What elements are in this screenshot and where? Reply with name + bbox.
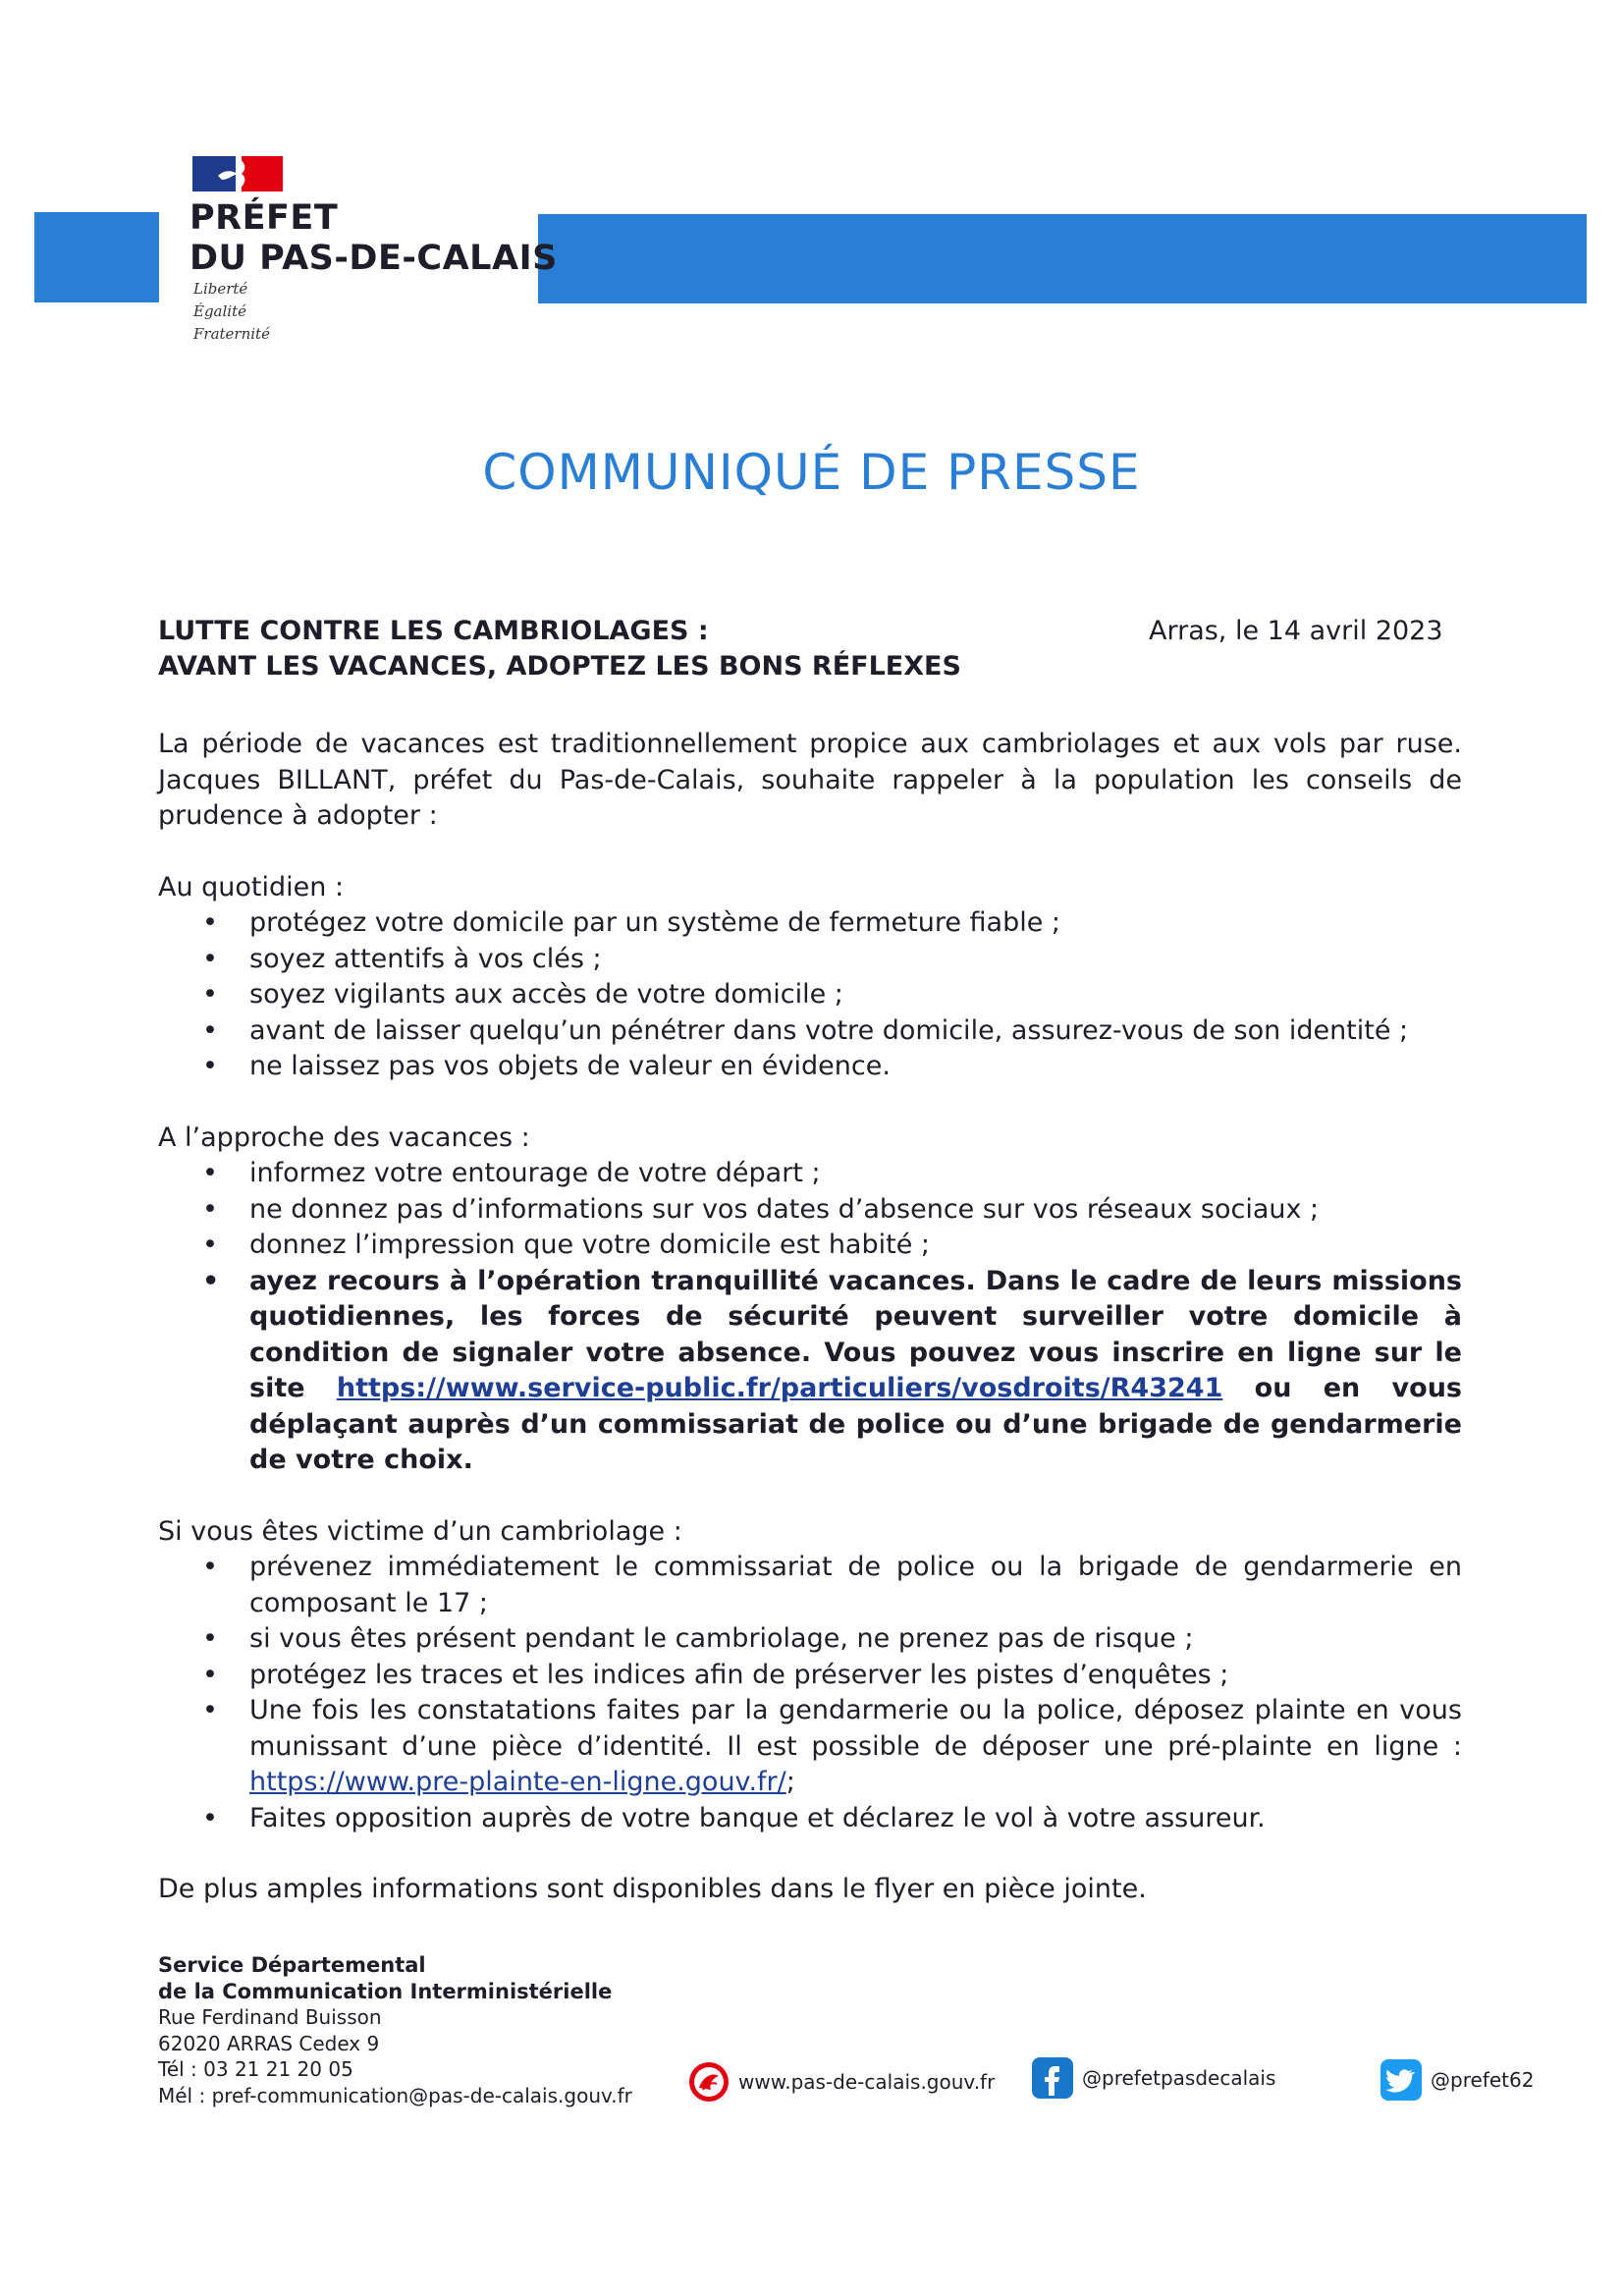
header-band-right [538,214,1587,303]
list-item: • ne donnez pas d’informations sur vos dates d’absence sur vos réseaux sociaux ; [249,1192,1462,1229]
subject-line-1: LUTTE CONTRE LES CAMBRIOLAGES : [158,616,709,646]
complaint-text-end: ; [785,1767,795,1797]
page-title: COMMUNIQUÉ DE PRESSE [482,444,1141,501]
complaint-text: Une fois les constatations faites par la gendarmerie ou la police, déposez plainte en vous munissant d’une pièce d’identité. Il est possible de déposer une pré-plainte en ligne : [249,1695,1462,1762]
body-content [158,727,1462,1908]
victim-list [158,1550,1462,1836]
prefecture-line-1: PRÉFET [189,198,339,238]
service-line-1: Service Départemental [158,1953,426,1977]
prefecture-name [189,198,558,279]
phone-line: Tél : 03 21 21 20 05 [158,2057,353,2081]
republic-motto [193,278,270,346]
otv-text: ayez recours à l’opération tranquillité vacances. Dans le cadre de leurs missions quotidiennes, les forces de sécurité peuvent surveiller votre domicile à condition de signaler votre absence. Vous pouvez vous inscrire en ligne sur le site [249,1265,1462,1403]
service-line-2: de la Communication Interministérielle [158,1979,613,2003]
list-item: • informez votre entourage de votre départ ; [249,1156,1462,1192]
list-item-tranquillite-vacances [249,1264,1462,1479]
facebook-text: @prefetpasdecalais [1082,2066,1276,2090]
prefecture-line-2: DU PAS-DE-CALAIS [189,239,558,278]
address-line-1: Rue Ferdinand Buisson [158,2005,382,2029]
header-band-left [34,212,159,302]
victim-heading: Si vous êtes victime d’un cambriolage : [158,1515,682,1547]
contact-block [158,1952,632,2108]
facebook-icon [1031,2056,1074,2100]
intro-paragraph: La période de vacances est traditionnellement propice aux cambriolages et aux vols par ruse. Jacques BILLANT, préfet du Pas-de-Calais, souhaite rappeler à la population les conseils de prudence à adopter : [158,729,1462,831]
list-item: • protégez votre domicile par un système de fermeture fiable ; [249,905,1462,942]
list-item: • soyez vigilants aux accès de votre domicile ; [249,977,1462,1013]
website-text: www.pas-de-calais.gouv.fr [738,2070,996,2094]
email-line[interactable]: Mél : pref-communication@pas-de-calais.gouv.fr [158,2083,632,2107]
pre-plainte-link[interactable]: https://www.pre-plainte-en-ligne.gouv.fr/ [249,1767,786,1797]
motto-line-1: Liberté [193,280,248,298]
list-item-complaint [249,1693,1462,1801]
list-item: • prévenez immédiatement le commissariat de police ou la brigade de gendarmerie en composant le 17 ; [249,1550,1462,1621]
marianne-logo [192,156,283,191]
subject-heading [158,614,961,684]
daily-list [158,905,1462,1085]
subject-line-2: AVANT LES VACANCES, ADOPTEZ LES BONS RÉFLEXES [158,651,961,682]
website-link[interactable] [687,2060,995,2104]
list-item: • avant de laisser quelqu’un pénétrer dans votre domicile, assurez-vous de son identité ; [249,1013,1462,1050]
list-item: • si vous êtes présent pendant le cambriolage, ne prenez pas de risque ; [249,1621,1462,1658]
release-date: Arras, le 14 avril 2023 [1149,616,1443,646]
daily-heading: Au quotidien : [158,871,345,902]
motto-line-3: Fraternité [193,325,270,343]
twitter-link[interactable] [1380,2058,1534,2102]
twitter-icon [1380,2058,1423,2102]
list-item: • ne laissez pas vos objets de valeur en évidence. [249,1049,1462,1085]
closing-paragraph: De plus amples informations sont disponibles dans le flyer en pièce jointe. [158,1874,1147,1904]
list-item: • donnez l’impression que votre domicile est habité ; [249,1228,1462,1264]
twitter-text: @prefet62 [1431,2068,1535,2092]
service-public-link[interactable]: https://www.service-public.fr/particuliers/vosdroits/R43241 [336,1373,1223,1403]
motto-line-2: Égalité [193,302,246,320]
facebook-link[interactable] [1031,2056,1275,2100]
vacation-heading: A l’approche des vacances : [158,1121,530,1153]
list-item: • protégez les traces et les indices afin de préserver les pistes d’enquêtes ; [249,1658,1462,1694]
list-item: • soyez attentifs à vos clés ; [249,942,1462,978]
address-line-2: 62020 ARRAS Cedex 9 [158,2031,380,2055]
marianne-icon [687,2060,730,2104]
otv-text-end: ou en vous déplaçant auprès d’un commissariat de police ou d’une brigade de gendarmerie de votre choix. [249,1373,1462,1475]
list-item: • Faites opposition auprès de votre banque et déclarez le vol à votre assureur. [249,1801,1462,1837]
vacation-list [158,1156,1462,1479]
